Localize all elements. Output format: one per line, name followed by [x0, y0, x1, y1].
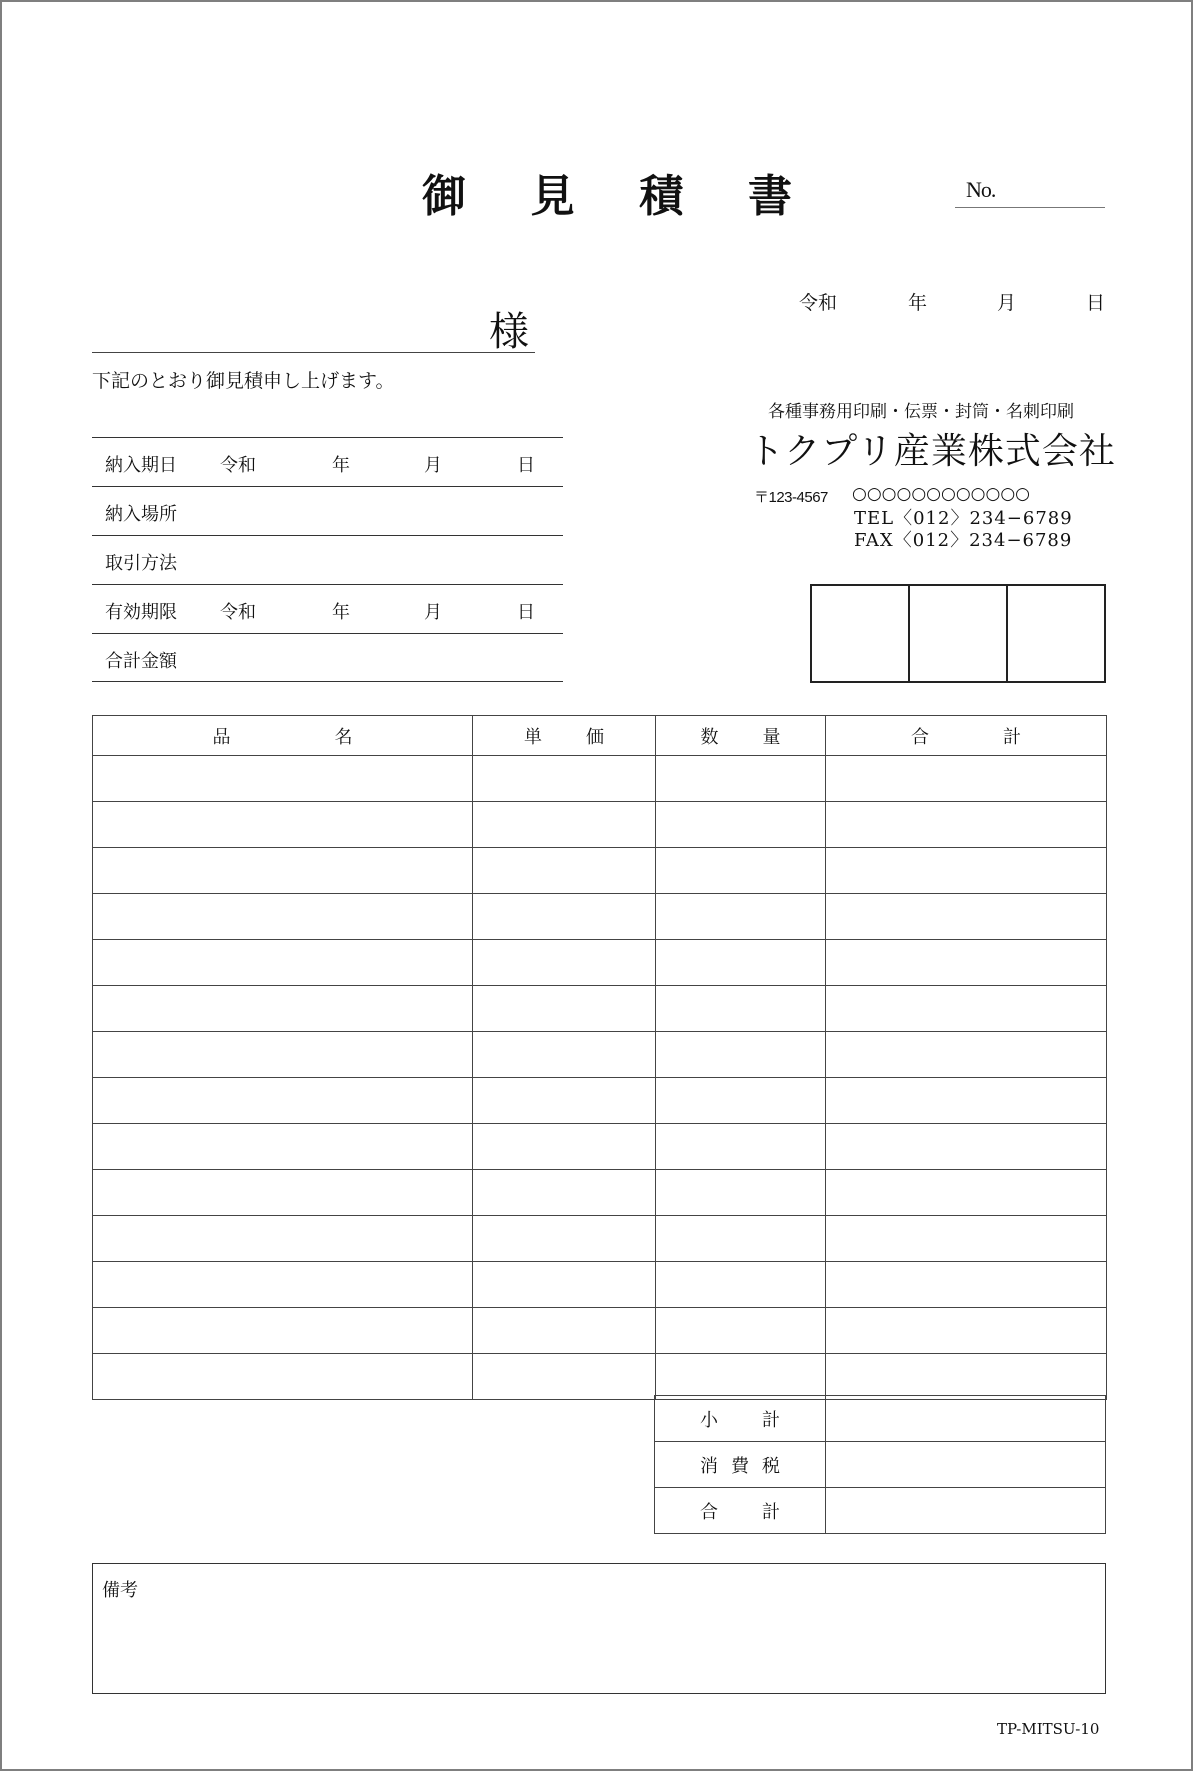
recipient-name-field[interactable] — [92, 352, 535, 353]
info-row-delivery-date[interactable] — [92, 437, 563, 486]
unit-price-cell[interactable] — [473, 756, 656, 802]
order-info-table — [92, 437, 563, 682]
info-label: 合計金額 — [105, 651, 177, 672]
unit-price-cell[interactable] — [473, 986, 656, 1032]
table-row — [93, 802, 1107, 848]
info-row-delivery-place[interactable] — [92, 486, 563, 535]
unit-price-cell[interactable] — [473, 1078, 656, 1124]
document-number-label: No. — [966, 177, 996, 202]
line-total-cell[interactable] — [826, 1032, 1107, 1078]
item-name-cell[interactable] — [93, 1354, 473, 1400]
unit-price-cell[interactable] — [473, 1308, 656, 1354]
title-char: 見 — [530, 171, 575, 222]
issue-date-day: 日 — [1086, 292, 1106, 314]
line-total-cell[interactable] — [826, 1308, 1107, 1354]
info-row-valid-until[interactable] — [92, 584, 563, 633]
items-table — [92, 715, 1107, 1400]
unit-price-cell[interactable] — [473, 1354, 656, 1400]
items-body — [93, 756, 1107, 1400]
table-row — [93, 848, 1107, 894]
unit-price-cell[interactable] — [473, 1216, 656, 1262]
summary-row-tax — [655, 1442, 1106, 1488]
title-char: 積 — [639, 171, 684, 222]
item-name-cell[interactable] — [93, 848, 473, 894]
quantity-cell[interactable] — [656, 894, 826, 940]
table-row — [93, 1078, 1107, 1124]
document-title — [422, 162, 792, 222]
title-char: 御 — [422, 171, 466, 222]
summary-table — [654, 1395, 1106, 1534]
table-row — [93, 756, 1107, 802]
tax-value[interactable] — [826, 1442, 1106, 1488]
line-total-cell[interactable] — [826, 1170, 1107, 1216]
info-row-total-amount[interactable] — [92, 633, 563, 682]
line-total-cell[interactable] — [826, 1078, 1107, 1124]
total-label: 合 計 — [655, 1488, 826, 1534]
subtotal-label: 小 計 — [655, 1396, 826, 1442]
item-name-cell[interactable] — [93, 986, 473, 1032]
table-row — [93, 940, 1107, 986]
items-header-row — [93, 716, 1107, 756]
stamp-box[interactable] — [812, 586, 910, 681]
stamp-box[interactable] — [910, 586, 1008, 681]
item-name-cell[interactable] — [93, 756, 473, 802]
table-row — [93, 894, 1107, 940]
date-day: 日 — [517, 602, 535, 623]
line-total-cell[interactable] — [826, 1354, 1107, 1400]
quantity-cell[interactable] — [656, 1354, 826, 1400]
unit-price-cell[interactable] — [473, 1262, 656, 1308]
line-total-cell[interactable] — [826, 986, 1107, 1032]
subtotal-value[interactable] — [826, 1396, 1106, 1442]
line-total-cell[interactable] — [826, 802, 1107, 848]
issue-date-year: 年 — [908, 292, 928, 314]
item-name-cell[interactable] — [93, 1032, 473, 1078]
recipient-honorific: 様 — [489, 309, 529, 355]
item-name-cell[interactable] — [93, 940, 473, 986]
date-month: 月 — [424, 602, 442, 623]
unit-price-cell[interactable] — [473, 940, 656, 986]
remarks-box[interactable] — [92, 1563, 1106, 1694]
item-name-cell[interactable] — [93, 1216, 473, 1262]
table-row — [93, 1354, 1107, 1400]
company-services: 各種事務用印刷・伝票・封筒・名刺印刷 — [768, 402, 1074, 422]
date-year: 年 — [332, 602, 350, 623]
quantity-cell[interactable] — [656, 1124, 826, 1170]
line-total-cell[interactable] — [826, 1124, 1107, 1170]
document-number-field[interactable] — [955, 207, 1105, 208]
table-row — [93, 986, 1107, 1032]
quantity-cell[interactable] — [656, 1032, 826, 1078]
table-row — [93, 1032, 1107, 1078]
info-label: 納入場所 — [105, 504, 177, 525]
remarks-label: 備考 — [102, 1580, 138, 1601]
unit-price-cell[interactable] — [473, 1170, 656, 1216]
date-era: 令和 — [220, 455, 256, 476]
unit-price-cell[interactable] — [473, 1032, 656, 1078]
quantity-cell[interactable] — [656, 756, 826, 802]
item-name-cell[interactable] — [93, 1170, 473, 1216]
column-header-quantity: 数 量 — [656, 716, 826, 756]
stamp-box[interactable] — [1008, 586, 1104, 681]
tax-label: 消 費 税 — [655, 1442, 826, 1488]
date-day: 日 — [517, 455, 535, 476]
quantity-cell[interactable] — [656, 802, 826, 848]
title-char: 書 — [747, 171, 792, 222]
line-total-cell[interactable] — [826, 894, 1107, 940]
info-row-payment-method[interactable] — [92, 535, 563, 584]
intro-text: 下記のとおり御見積申し上げます。 — [92, 370, 395, 392]
table-row — [93, 1262, 1107, 1308]
company-address: ○○○○○○○○○○○○ — [852, 484, 1031, 504]
line-total-cell[interactable] — [826, 940, 1107, 986]
total-value[interactable] — [826, 1488, 1106, 1534]
summary-row-subtotal — [655, 1396, 1106, 1442]
date-era: 令和 — [220, 602, 256, 623]
item-name-cell[interactable] — [93, 1078, 473, 1124]
item-name-cell[interactable] — [93, 1124, 473, 1170]
table-row — [93, 1308, 1107, 1354]
unit-price-cell[interactable] — [473, 1124, 656, 1170]
summary-row-total — [655, 1488, 1106, 1534]
quantity-cell[interactable] — [656, 848, 826, 894]
column-header-total: 合 計 — [826, 716, 1107, 756]
table-row — [93, 1216, 1107, 1262]
company-tel: TEL〈012〉234−6789 — [854, 508, 1073, 529]
quantity-cell[interactable] — [656, 986, 826, 1032]
item-name-cell[interactable] — [93, 1262, 473, 1308]
unit-price-cell[interactable] — [473, 894, 656, 940]
item-name-cell[interactable] — [93, 1308, 473, 1354]
item-name-cell[interactable] — [93, 894, 473, 940]
table-row — [93, 1124, 1107, 1170]
quantity-cell[interactable] — [656, 1078, 826, 1124]
info-label: 有効期限 — [105, 602, 177, 623]
column-header-unit-price: 単 価 — [473, 716, 656, 756]
date-month: 月 — [424, 455, 442, 476]
quantity-cell[interactable] — [656, 1262, 826, 1308]
company-name: トクプリ産業株式会社 — [748, 431, 1116, 472]
line-total-cell[interactable] — [826, 1216, 1107, 1262]
quantity-cell[interactable] — [656, 1170, 826, 1216]
line-total-cell[interactable] — [826, 756, 1107, 802]
date-year: 年 — [332, 455, 350, 476]
quantity-cell[interactable] — [656, 940, 826, 986]
line-total-cell[interactable] — [826, 848, 1107, 894]
info-label: 納入期日 — [105, 455, 177, 476]
unit-price-cell[interactable] — [473, 848, 656, 894]
unit-price-cell[interactable] — [473, 802, 656, 848]
form-code: TP-MITSU-10 — [997, 1720, 1100, 1738]
postal-code: 〒123-4567 — [754, 489, 828, 506]
line-total-cell[interactable] — [826, 1262, 1107, 1308]
column-header-item-name: 品 名 — [93, 716, 473, 756]
info-label: 取引方法 — [105, 553, 177, 574]
item-name-cell[interactable] — [93, 802, 473, 848]
quantity-cell[interactable] — [656, 1216, 826, 1262]
company-fax: FAX〈012〉234−6789 — [854, 530, 1073, 551]
table-row — [93, 1170, 1107, 1216]
issue-date-era: 令和 — [799, 292, 838, 314]
quantity-cell[interactable] — [656, 1308, 826, 1354]
approval-stamp-boxes — [810, 584, 1106, 683]
issue-date-month: 月 — [997, 292, 1017, 314]
